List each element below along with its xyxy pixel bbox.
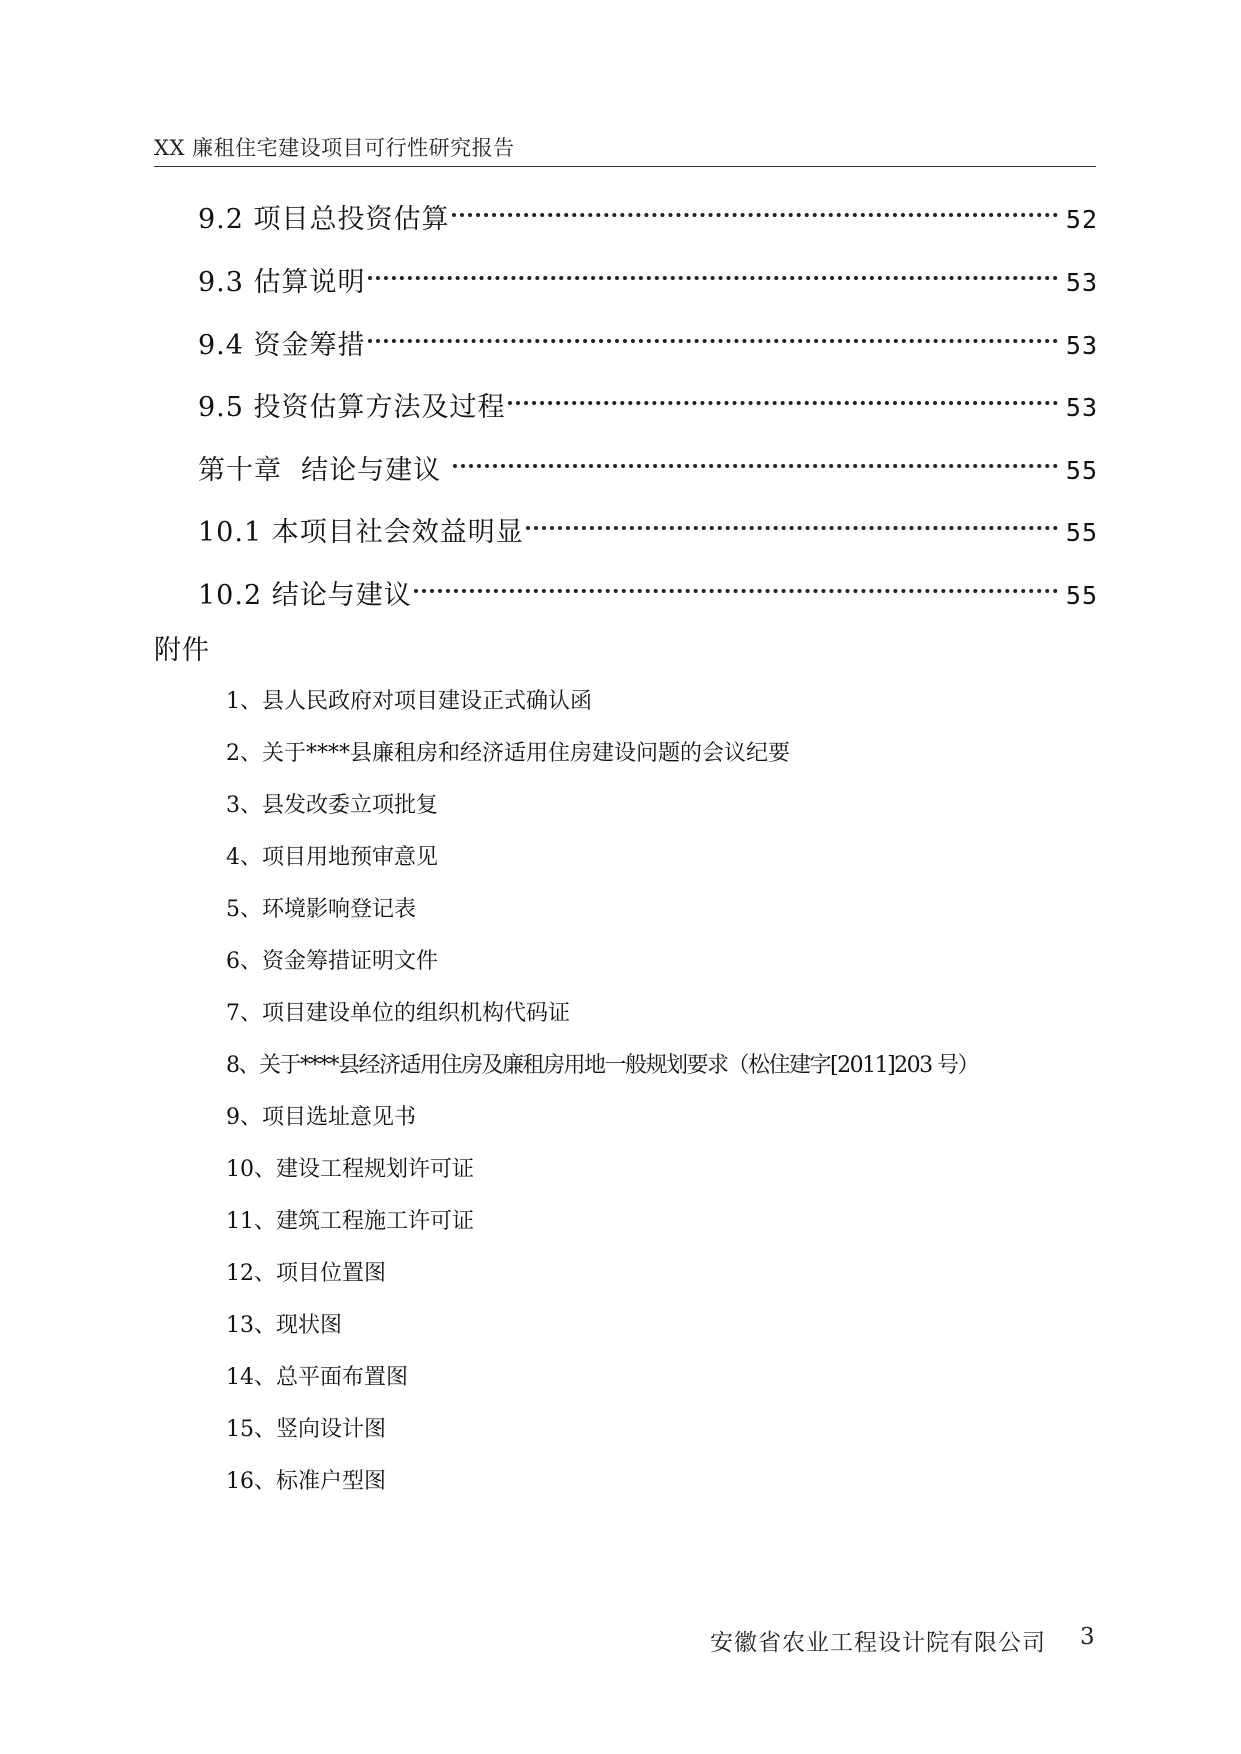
toc-entry-page: 53 (1065, 331, 1098, 360)
toc-entry-page: 55 (1065, 581, 1098, 610)
appendix-item: 4、项目用地预审意见 (226, 845, 438, 870)
toc-entry[interactable] (198, 376, 1098, 423)
toc-leader-dots (508, 376, 1058, 416)
toc-leader-dots (453, 439, 1058, 479)
toc-leader-dots (452, 188, 1058, 228)
appendix-item: 13、现状图 (226, 1313, 342, 1338)
toc-entry-label: 10.2 结论与建议 (198, 580, 412, 611)
header-rule (154, 166, 1096, 167)
toc-entry-label: 第十章 结论与建议 (198, 455, 451, 486)
toc-leader-dots (368, 314, 1058, 354)
toc-leader-dots (414, 564, 1058, 604)
appendix-item: 6、资金筹措证明文件 (226, 949, 438, 974)
appendix-item: 16、标准户型图 (226, 1469, 386, 1494)
toc-entry-page: 55 (1065, 456, 1098, 485)
appendix-item: 8、关于****县经济适用住房及廉租房用地一般规划要求（松住建字[2011]203 号） (226, 1053, 979, 1078)
toc-entry-page: 53 (1065, 393, 1098, 422)
appendix-item: 9、项目选址意见书 (226, 1105, 416, 1130)
appendix-item: 14、总平面布置图 (226, 1365, 408, 1390)
appendix-title: 附件 (154, 635, 210, 666)
appendix-item: 12、项目位置图 (226, 1261, 386, 1286)
toc-entry-label: 9.3 估算说明 (198, 267, 366, 298)
appendix-item: 11、建筑工程施工许可证 (226, 1209, 474, 1234)
toc-entry[interactable] (198, 439, 1098, 486)
toc-entry-label: 9.2 项目总投资估算 (198, 204, 450, 235)
header-title: XX 廉租住宅建设项目可行性研究报告 (154, 136, 515, 160)
toc-entry-page: 52 (1065, 205, 1098, 234)
appendix-item: 3、县发改委立项批复 (226, 793, 438, 818)
toc-entry-label: 9.4 资金筹措 (198, 330, 366, 361)
appendix-item: 1、县人民政府对项目建设正式确认函 (226, 689, 592, 714)
toc-entry[interactable] (198, 188, 1098, 235)
footer-organization: 安徽省农业工程设计院有限公司 (710, 1630, 1046, 1656)
appendix-item: 7、项目建设单位的组织机构代码证 (226, 1001, 570, 1026)
appendix-item: 2、关于****县廉租房和经济适用住房建设问题的会议纪要 (226, 741, 790, 766)
toc-entry[interactable] (198, 251, 1098, 298)
appendix-item: 10、建设工程规划许可证 (226, 1157, 474, 1182)
appendix-item: 15、竖向设计图 (226, 1417, 386, 1442)
toc-leader-dots (526, 501, 1058, 541)
toc-entry[interactable] (198, 314, 1098, 361)
footer-page-number: 3 (1080, 1624, 1095, 1650)
toc-entry-page: 53 (1065, 268, 1098, 297)
toc-entry[interactable] (198, 501, 1098, 548)
appendix-item: 5、环境影响登记表 (226, 897, 416, 922)
toc-entry-page: 55 (1065, 518, 1098, 547)
toc-leader-dots (368, 251, 1058, 291)
toc-entry[interactable] (198, 564, 1098, 611)
toc-entry-label: 9.5 投资估算方法及过程 (198, 392, 506, 423)
toc-entry-label: 10.1 本项目社会效益明显 (198, 517, 524, 548)
